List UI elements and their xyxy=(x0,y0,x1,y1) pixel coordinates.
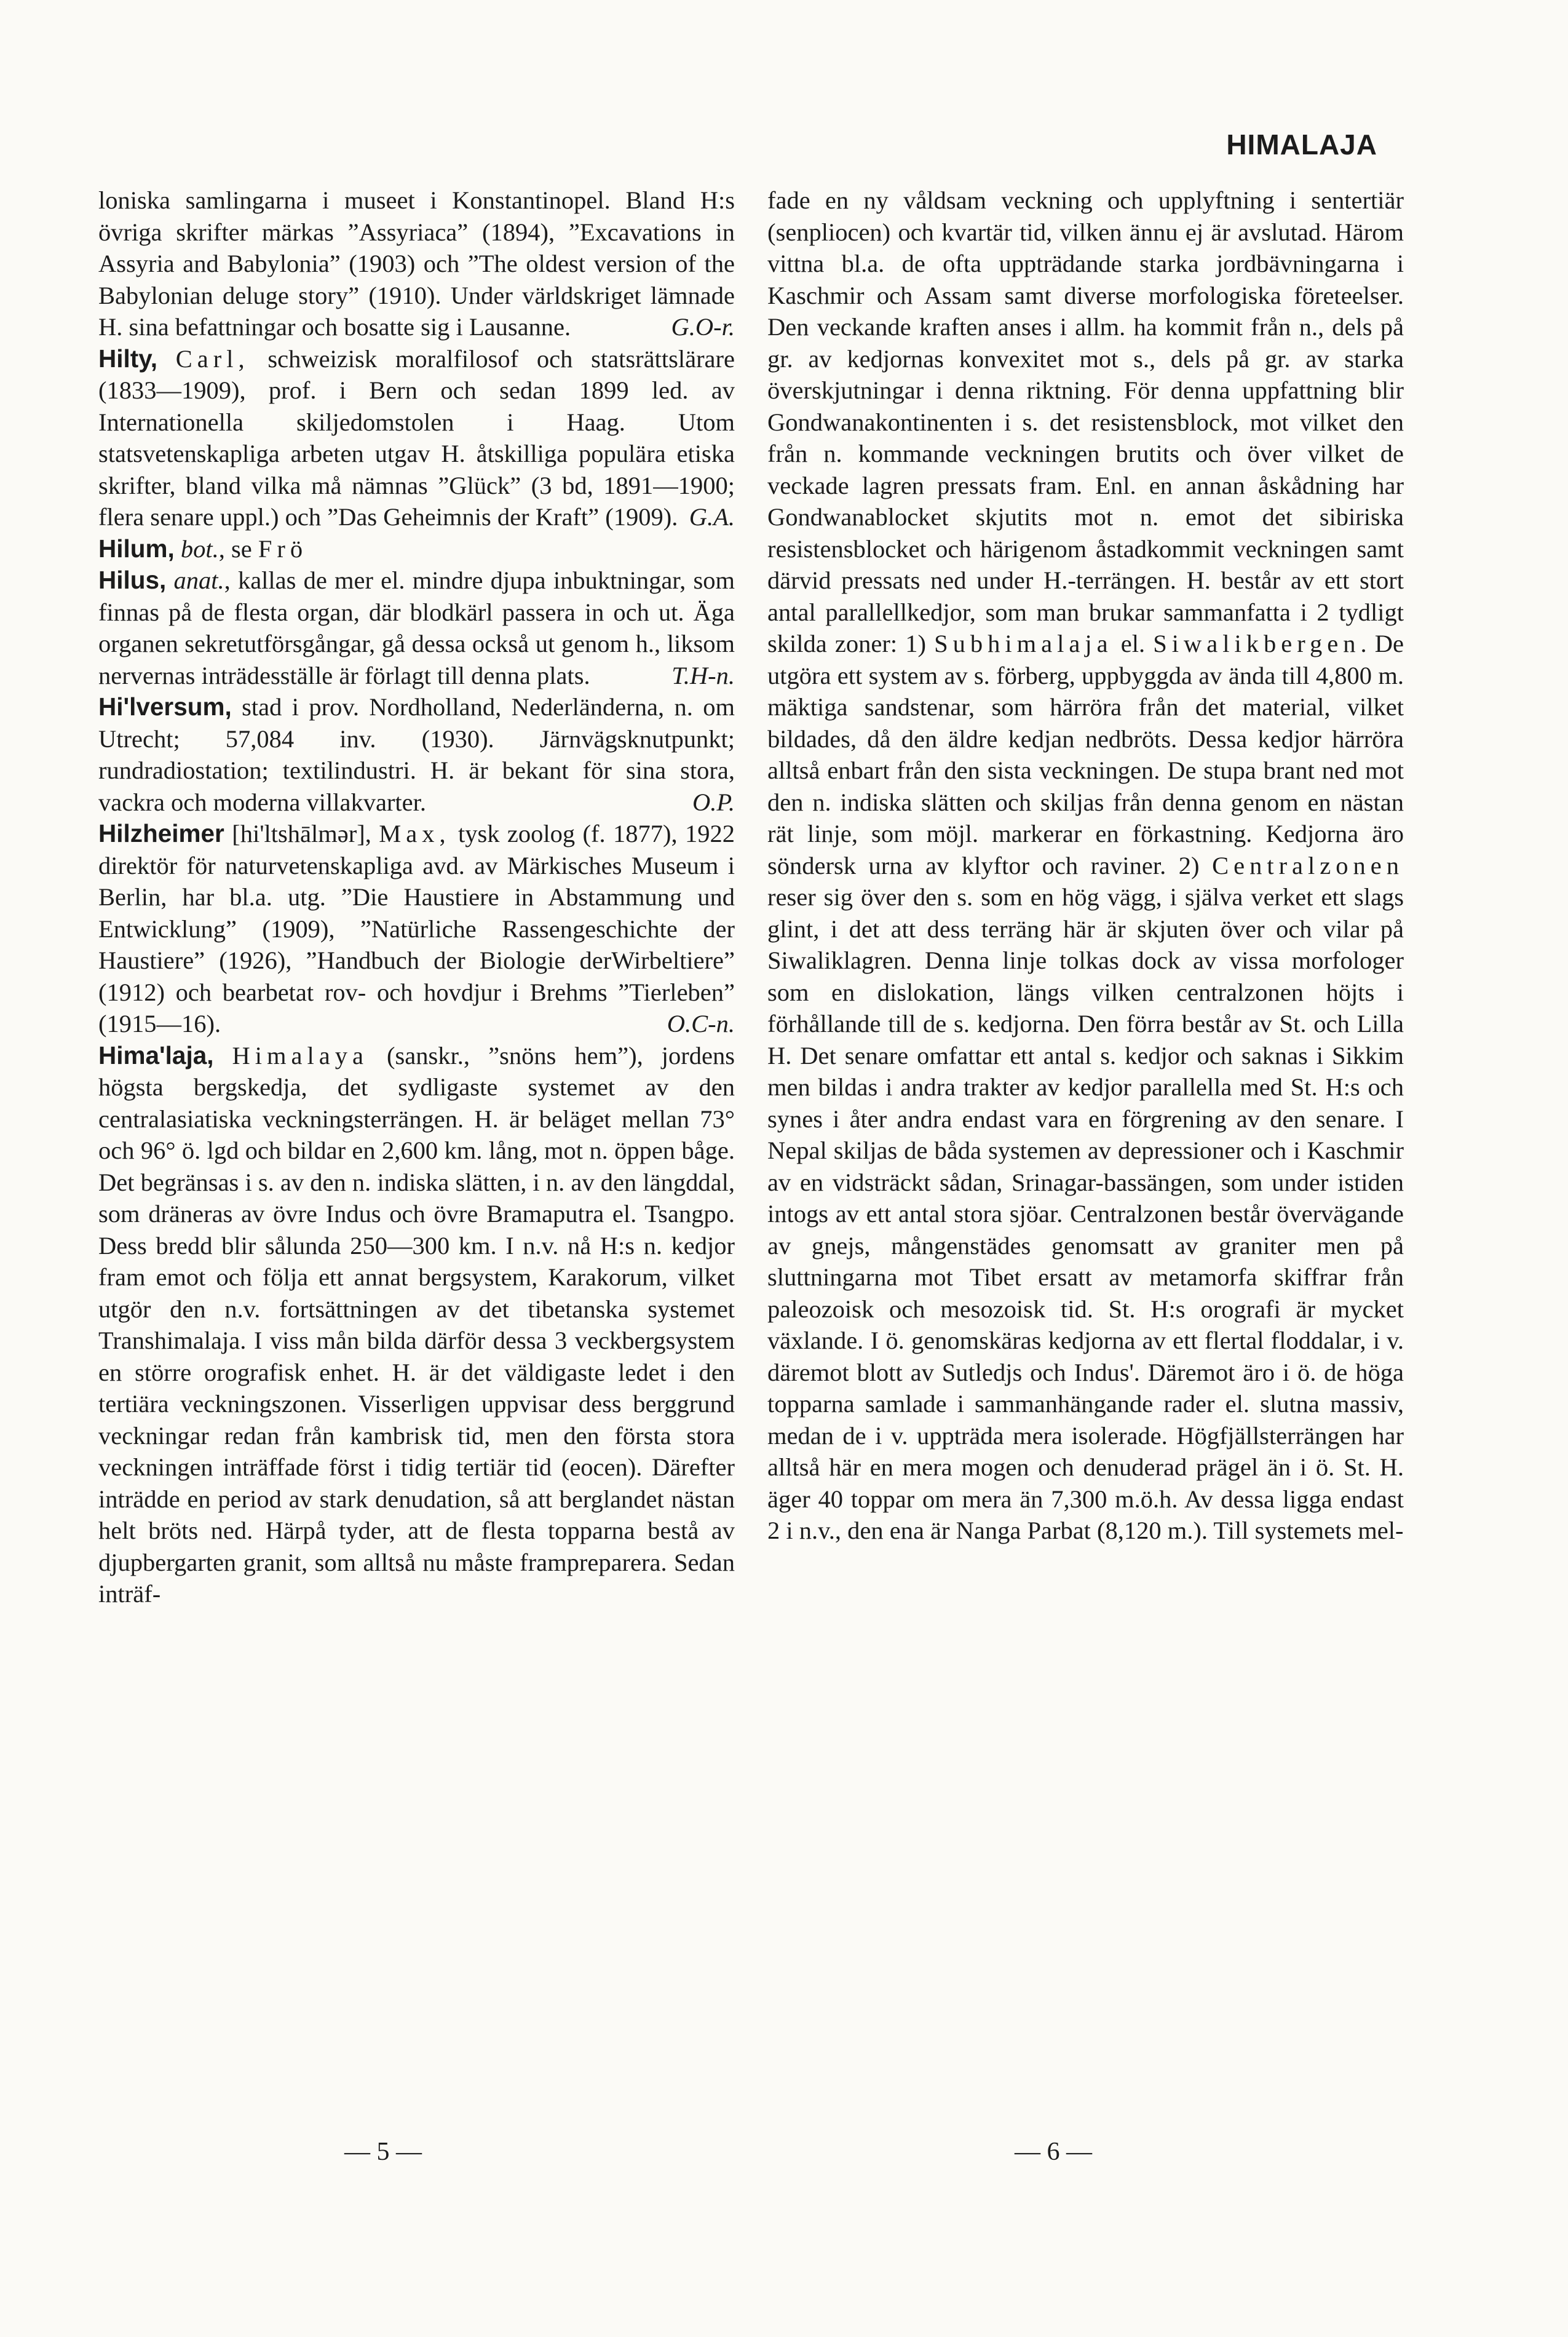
entry-hilum: Hilum, bot., se Frö xyxy=(98,534,308,563)
headword: Hi'lversum, xyxy=(98,692,232,721)
signature: G.A. xyxy=(689,503,735,531)
signature: G.O-r. xyxy=(671,313,735,341)
headword: Hima'laja, xyxy=(98,1041,214,1069)
entry-himalaja-continued: fade en ny våldsam veckning och upplyftning i sentertiär (senpliocen) och kvartär tid, vilken ännu ej är avslutad. Härom vittna bl.a. de ofta uppträdande starka jordbävningarna i Kaschmir och Assam samt diverse morfologiska företeelser. Den veckande kraften anses i allm. ha kommit från n., dels på gr. av kedjornas konvexitet mot s., dels på gr. av starka överskjutningar i denna riktning. För denna uppfattning blir Gondwanakontinenten i s. det resistensblock, mot vilket den från n. kommande veckningen brutits och över vilket de veckade lagren pressats fram. Enl. en annan åskådning har Gondwanablocket skjutits mot n. emot det sibiriska resistensblocket och härigenom åstadkommit veckningen samt därvid pressats ned under H.-terrängen. H. består av ett stort antal parallellkedjor, som man brukar sammanfatta i 2 tydligt skilda zoner: 1) Subhimalaja el. Siwalikbergen. De utgöra ett system av s. förberg, uppbyggda av ända till 4,800 m. mäktiga sandstenar, som härröra från det material, vilket bildades, då den äldre kedjan nedbröts. Dessa kedjor härröra alltså enbart från den sista veckningen. De stupa brant ned mot den n. indiska slätten och skiljas från denna genom en nästan rät linje, som möjl. markerar en förkastning. Kedjorna äro söndersk urna av klyftor och raviner. 2) Centralzonen reser sig över den s. som en hög vägg, i själva verket ett slags glint, i det att dess terräng här är skjuten över och vilar på Siwaliklagren. Denna linje tolkas dock av vissa morfologer som en dislokation, längs vilken centralzonen höjts i förhållande till de s. kedjorna. Den förra består av St. och Lilla H. Det senare omfattar ett antal s. kedjor och saknas i Sikkim men bildas i andra trakter av kedjor parallella med St. H:s och synes i åter andra endast vara en förgrening av den senare. I Nepal skiljas de båda systemen av depressioner och i Kaschmir av en vidsträckt sådan, Srinagar-bassängen, som under istiden intogs av ett antal stora sjöar. Centralzonen består övervägande av gnejs, mångenstädes genomsatt av graniter men på sluttningarna mot Tibet ersatt av metamorfa skiffrar från paleozoisk och mesozoisk tid. St. H:s orografi är mycket växlande. I ö. genomskäras kedjorna av ett flertal floddalar, i v. däremot blott av Sutledjs och Indus'. Däremot äro i ö. de höga topparna samlade i sammanhängande rader el. slutna massiv, medan de i v. uppträda mera isolerade. Högfjällsterrängen har alltså här en mera mogen och denuderad prägel än i ö. St. H. äger 40 toppar om mera än 7,300 m.ö.h. Av dessa ligga endast 2 i n.v., den ena är Nanga Parbat (8,120 m.). Till systemets mel- xyxy=(767,186,1404,1544)
entry-himalaja: Hima'laja, Himalaya (sanskr., ”snöns hem”), jordens högsta bergskedja, det sydligaste systemet av den centralasiatiska veckningsterrängen. H. är beläget mellan 73° och 96° ö. lgd och bildar en 2,600 km. lång, mot n. öppen båge. Det begränsas i s. av den n. indiska slätten, i n. av den längddal, som dräneras av övre Indus och övre Bramaputra el. Tsangpo. Dess bredd blir sålunda 250—300 km. I n.v. nå H:s n. kedjor fram emot och följa ett annat bergsystem, Karakorum, vilket utgör den n.v. fortsättningen av det tibetanska systemet Transhimalaja. I viss mån bilda därför dessa 3 veckbergsystem en större orografisk enhet. H. är det väldigaste ledet i den tertiära veckningszonen. Visserligen uppvisar dess berggrund veckningar redan från kambrisk tid, men den första stora veckningen inträffade först i tidig tertiär tid (eocen). Därefter inträdde en period av stark denudation, så att berglandet nästan helt bröts ned. Härpå tyder, att de flesta topparna bestå av djupbergarten granit, som alltså nu måste frampreparera. Sedan inträf- xyxy=(98,1041,735,1608)
signature: T.H-n. xyxy=(671,661,735,689)
entry-hilty: Hilty, Carl, schweizisk moralfilosof och statsrättslärare (1833—1909), prof. i Bern och sedan 1899 led. av Internationella skiljedomstolen i Haag. Utom statsvetenskapliga arbeten utgav H. åtskilliga populära etiska skrifter, bland vilka må nämnas ”Glück” (3 bd, 1891—1900; flera senare uppl.) och ”Das Geheimnis der Kraft” (1909). G.A. xyxy=(98,343,735,533)
entry-hilzheimer: Hilzheimer [hi'ltshālmər], Max, tysk zoolog (f. 1877), 1922 direktör för naturvetenskapliga avd. av Märkisches Museum i Berlin, har bl.a. utg. ”Die Haustiere in Abstammung und Entwicklung” (1909), ”Natürliche Rassengeschichte der Haustiere” (1926), ”Handbuch der Biologie derWirbeltiere” (1912) och bearbetat rov- och hovdjur i Brehms ”Tierleben” (1915—16). O.C-n. xyxy=(98,818,735,1040)
signature: O.C-n. xyxy=(667,1010,735,1038)
headword: Hilus, xyxy=(98,566,167,594)
entry-hilversum: Hi'lversum, stad i prov. Nordholland, Nederländerna, n. om Utrecht; 57,084 inv. (1930). Järnvägsknutpunkt; rundradiostation; textilindustri. H. är bekant för sina stora, vackra och moderna villakvarter. O.P. xyxy=(98,691,735,818)
page-number-right: — 6 — xyxy=(1015,2138,1092,2166)
headword: Hilum, xyxy=(98,534,175,563)
left-column xyxy=(98,184,735,1610)
running-head: HIMALAJA xyxy=(1226,129,1377,161)
entry-continuation: loniska samlingarna i museet i Konstantinopel. Bland H:s övriga skrifter märkas ”Assyriaca” (1894), ”Excavations in Assyria and Babylonia” (1903) och ”The oldest version of the Babylonian deluge story” (1910). Under världskriget lämnade H. sina befattningar och bosatte sig i Lausanne. G.O-r. xyxy=(98,184,735,343)
headword: Hilty, xyxy=(98,344,158,373)
page-number-left: — 5 — xyxy=(344,2138,422,2166)
right-column xyxy=(767,184,1404,1547)
signature: O.P. xyxy=(692,788,735,816)
headword: Hilzheimer xyxy=(98,819,224,847)
entry-hilus: Hilus, anat., kallas de mer el. mindre djupa inbuktningar, som finnas på de flesta organ, där blodkärl passera in och ut. Äga organen sekretutförsgångar, gå dessa också ut genom h., liksom nervernas inträdesställe är förlagt till denna plats. T.H-n. xyxy=(98,565,735,691)
